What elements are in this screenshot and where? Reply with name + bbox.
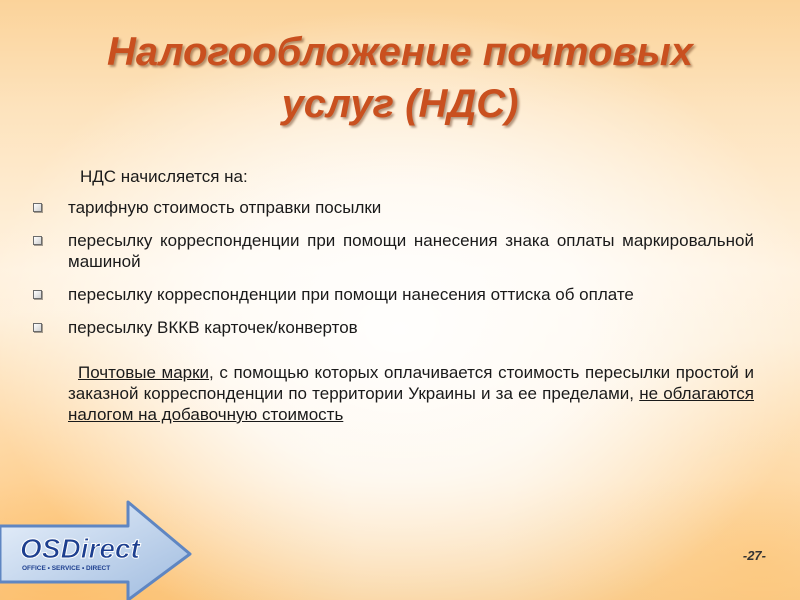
square-bullet-icon — [33, 236, 42, 245]
logo-tagline-text: OFFICE • SERVICE • DIRECT — [22, 565, 111, 572]
note-text: , с помощью которых оплачивается стоимость пересылки простой и заказной корреспонденции по территории Украины и за ее пределами, — [68, 363, 754, 403]
bullet-text: пересылку корреспонденции при помощи нанесения оттиска об оплате — [68, 285, 634, 304]
title-line-2: услуг (НДС) — [281, 82, 519, 126]
note-vat: налогом на добавочную стоимость — [68, 405, 344, 424]
bullet-text: тарифную стоимость отправки посылки — [68, 198, 382, 217]
slide-title — [40, 26, 760, 130]
intro-text: НДС начисляется на: — [80, 167, 248, 186]
note-not-taxed: не облагаются — [639, 384, 754, 403]
title-line-1: Налогообложение почтовых — [106, 30, 693, 74]
page-number: -27- — [742, 548, 766, 563]
osdirect-logo — [0, 498, 200, 600]
bullet-text: пересылку ВККВ карточек/конвертов — [68, 318, 358, 337]
bullet-text: пересылку корреспонденции при помощи нанесения знака оплаты маркировальной машиной — [68, 231, 754, 271]
square-bullet-icon — [33, 290, 42, 299]
square-bullet-icon — [33, 323, 42, 332]
bullet-item — [30, 197, 754, 218]
bullet-item — [30, 284, 754, 305]
bullet-item — [30, 317, 754, 338]
bullet-list — [30, 197, 754, 338]
bullet-item — [30, 230, 754, 272]
square-bullet-icon — [33, 203, 42, 212]
note-postage-stamps: Почтовые марки — [78, 363, 210, 382]
logo-brand-text: OSDirect — [20, 533, 140, 564]
stamps-note — [68, 362, 754, 425]
slide-body — [30, 166, 754, 425]
